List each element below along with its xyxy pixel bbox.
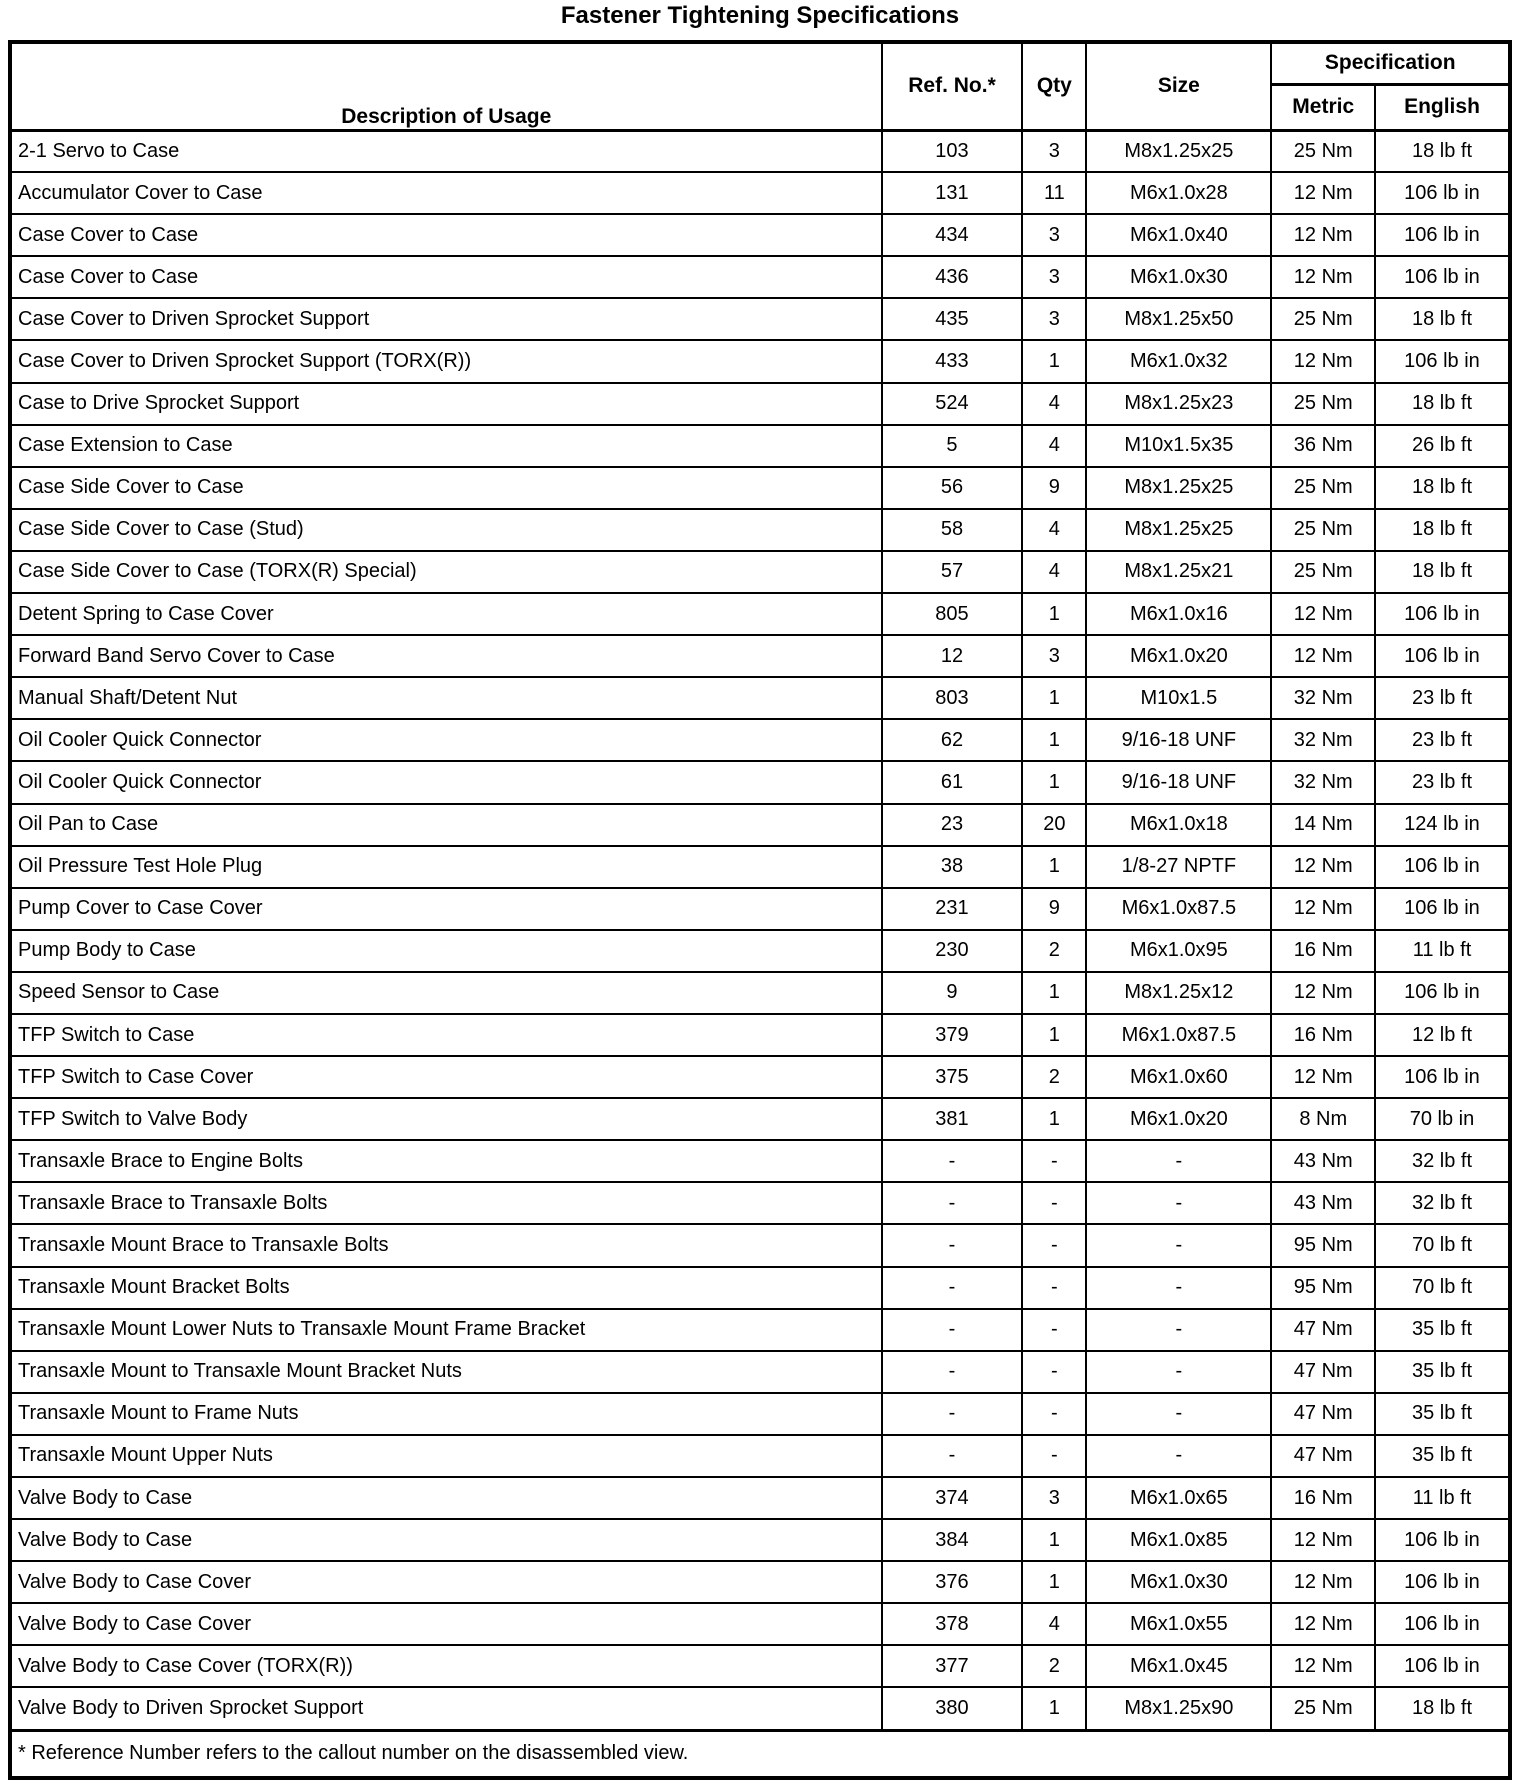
cell-size: M8x1.25x12 [1086,972,1271,1014]
table-row [10,256,1510,298]
cell-english: 11 lb ft [1375,1477,1510,1519]
cell-qty: 2 [1022,930,1086,972]
cell-qty: - [1022,1267,1086,1309]
cell-ref-no: 38 [882,846,1023,888]
cell-ref-no: 378 [882,1603,1023,1645]
cell-size: M6x1.0x28 [1086,172,1271,214]
cell-metric: 25 Nm [1271,383,1375,425]
cell-metric: 43 Nm [1271,1182,1375,1224]
cell-qty: 4 [1022,1603,1086,1645]
cell-ref-no: 524 [882,383,1023,425]
cell-ref-no: 377 [882,1645,1023,1687]
column-header-english: English [1375,84,1510,130]
table-row [10,1182,1510,1224]
table-header [10,42,1510,130]
cell-metric: 12 Nm [1271,340,1375,382]
cell-english: 106 lb in [1375,172,1510,214]
cell-description: Valve Body to Case [10,1519,882,1561]
cell-metric: 25 Nm [1271,1687,1375,1730]
cell-description: Transaxle Mount to Frame Nuts [10,1393,882,1435]
cell-qty: - [1022,1309,1086,1351]
column-header-specification: Specification [1271,42,1510,84]
cell-description: Transaxle Mount Lower Nuts to Transaxle Mount Frame Bracket [10,1309,882,1351]
table-row [10,1603,1510,1645]
cell-size: M6x1.0x40 [1086,214,1271,256]
cell-description: Case Side Cover to Case (Stud) [10,509,882,551]
cell-metric: 16 Nm [1271,1014,1375,1056]
cell-size: M6x1.0x45 [1086,1645,1271,1687]
cell-ref-no: 374 [882,1477,1023,1519]
cell-metric: 14 Nm [1271,804,1375,846]
cell-metric: 12 Nm [1271,172,1375,214]
page-title: Fastener Tightening Specifications [560,2,960,29]
cell-english: 106 lb in [1375,1519,1510,1561]
cell-description: Valve Body to Case Cover [10,1603,882,1645]
table-row [10,425,1510,467]
cell-ref-no: - [882,1435,1023,1477]
cell-english: 35 lb ft [1375,1435,1510,1477]
cell-description: Transaxle Brace to Transaxle Bolts [10,1182,882,1224]
cell-english: 106 lb in [1375,635,1510,677]
table-row [10,1140,1510,1182]
cell-description: Detent Spring to Case Cover [10,593,882,635]
cell-english: 35 lb ft [1375,1351,1510,1393]
table-row [10,509,1510,551]
cell-qty: 4 [1022,425,1086,467]
cell-qty: 3 [1022,130,1086,172]
cell-english: 18 lb ft [1375,509,1510,551]
cell-ref-no: 384 [882,1519,1023,1561]
cell-metric: 12 Nm [1271,1561,1375,1603]
column-header-description: Description of Usage [10,42,882,130]
cell-ref-no: 230 [882,930,1023,972]
cell-ref-no: 436 [882,256,1023,298]
cell-metric: 36 Nm [1271,425,1375,467]
cell-size: 1/8-27 NPTF [1086,846,1271,888]
table-row [10,804,1510,846]
cell-description: Pump Cover to Case Cover [10,888,882,930]
cell-description: Speed Sensor to Case [10,972,882,1014]
cell-english: 106 lb in [1375,1603,1510,1645]
cell-qty: 3 [1022,635,1086,677]
cell-english: 18 lb ft [1375,298,1510,340]
cell-english: 70 lb ft [1375,1267,1510,1309]
table-row [10,972,1510,1014]
cell-english: 23 lb ft [1375,719,1510,761]
cell-ref-no: 12 [882,635,1023,677]
table-row [10,130,1510,172]
cell-qty: 1 [1022,972,1086,1014]
cell-description: Case Side Cover to Case (TORX(R) Special) [10,551,882,593]
cell-qty: - [1022,1351,1086,1393]
cell-description: 2-1 Servo to Case [10,130,882,172]
cell-metric: 47 Nm [1271,1393,1375,1435]
cell-size: M6x1.0x30 [1086,1561,1271,1603]
cell-ref-no: - [882,1351,1023,1393]
cell-english: 32 lb ft [1375,1140,1510,1182]
cell-metric: 8 Nm [1271,1098,1375,1140]
cell-metric: 16 Nm [1271,930,1375,972]
cell-metric: 32 Nm [1271,719,1375,761]
cell-metric: 12 Nm [1271,256,1375,298]
cell-qty: 4 [1022,551,1086,593]
cell-metric: 95 Nm [1271,1267,1375,1309]
cell-description: Oil Pressure Test Hole Plug [10,846,882,888]
cell-size: M8x1.25x23 [1086,383,1271,425]
cell-size: M8x1.25x21 [1086,551,1271,593]
table-row [10,888,1510,930]
table-footer [10,1730,1510,1778]
cell-ref-no: 57 [882,551,1023,593]
cell-metric: 95 Nm [1271,1224,1375,1266]
table-row [10,761,1510,803]
cell-english: 106 lb in [1375,340,1510,382]
cell-qty: 9 [1022,467,1086,509]
cell-metric: 47 Nm [1271,1309,1375,1351]
cell-english: 106 lb in [1375,1645,1510,1687]
cell-size: - [1086,1351,1271,1393]
cell-metric: 32 Nm [1271,761,1375,803]
cell-ref-no: 805 [882,593,1023,635]
cell-qty: 9 [1022,888,1086,930]
cell-english: 11 lb ft [1375,930,1510,972]
cell-metric: 25 Nm [1271,551,1375,593]
cell-english: 26 lb ft [1375,425,1510,467]
table-row [10,214,1510,256]
cell-size: M6x1.0x87.5 [1086,1014,1271,1056]
cell-metric: 12 Nm [1271,888,1375,930]
cell-qty: - [1022,1393,1086,1435]
cell-english: 32 lb ft [1375,1182,1510,1224]
cell-description: Transaxle Brace to Engine Bolts [10,1140,882,1182]
cell-qty: 1 [1022,340,1086,382]
cell-description: Valve Body to Case Cover (TORX(R)) [10,1645,882,1687]
footnote: * Reference Number refers to the callout number on the disassembled view. [10,1730,1510,1778]
cell-size: M6x1.0x85 [1086,1519,1271,1561]
cell-ref-no: 435 [882,298,1023,340]
cell-qty: - [1022,1140,1086,1182]
cell-qty: 1 [1022,1519,1086,1561]
cell-english: 23 lb ft [1375,677,1510,719]
cell-english: 106 lb in [1375,1056,1510,1098]
cell-description: Case Cover to Driven Sprocket Support [10,298,882,340]
cell-description: Accumulator Cover to Case [10,172,882,214]
cell-english: 106 lb in [1375,256,1510,298]
cell-ref-no: 434 [882,214,1023,256]
cell-description: TFP Switch to Valve Body [10,1098,882,1140]
table-row [10,1267,1510,1309]
cell-english: 106 lb in [1375,888,1510,930]
cell-metric: 25 Nm [1271,467,1375,509]
cell-metric: 25 Nm [1271,298,1375,340]
cell-english: 124 lb in [1375,804,1510,846]
cell-description: Case to Drive Sprocket Support [10,383,882,425]
cell-size: M6x1.0x95 [1086,930,1271,972]
cell-size: 9/16-18 UNF [1086,719,1271,761]
cell-metric: 12 Nm [1271,846,1375,888]
cell-size: - [1086,1393,1271,1435]
cell-size: M8x1.25x90 [1086,1687,1271,1730]
cell-metric: 12 Nm [1271,1519,1375,1561]
cell-english: 18 lb ft [1375,130,1510,172]
table-row [10,846,1510,888]
cell-description: Oil Cooler Quick Connector [10,719,882,761]
cell-size: M6x1.0x20 [1086,1098,1271,1140]
table-row [10,1393,1510,1435]
cell-metric: 43 Nm [1271,1140,1375,1182]
cell-ref-no: 131 [882,172,1023,214]
cell-english: 106 lb in [1375,1561,1510,1603]
cell-qty: 4 [1022,383,1086,425]
cell-size: - [1086,1309,1271,1351]
cell-ref-no: 62 [882,719,1023,761]
cell-qty: 3 [1022,214,1086,256]
table-body [10,130,1510,1730]
cell-english: 70 lb ft [1375,1224,1510,1266]
table-row [10,930,1510,972]
cell-english: 23 lb ft [1375,761,1510,803]
cell-metric: 12 Nm [1271,635,1375,677]
cell-metric: 12 Nm [1271,214,1375,256]
cell-size: M8x1.25x25 [1086,467,1271,509]
table-row [10,172,1510,214]
cell-size: M6x1.0x55 [1086,1603,1271,1645]
table-row [10,635,1510,677]
cell-description: Valve Body to Case Cover [10,1561,882,1603]
cell-ref-no: 375 [882,1056,1023,1098]
cell-metric: 25 Nm [1271,130,1375,172]
cell-description: Case Cover to Case [10,214,882,256]
cell-description: Transaxle Mount to Transaxle Mount Bracket Nuts [10,1351,882,1393]
cell-english: 18 lb ft [1375,467,1510,509]
cell-english: 70 lb in [1375,1098,1510,1140]
cell-size: 9/16-18 UNF [1086,761,1271,803]
cell-description: Transaxle Mount Brace to Transaxle Bolts [10,1224,882,1266]
cell-ref-no: 433 [882,340,1023,382]
cell-metric: 16 Nm [1271,1477,1375,1519]
cell-size: M8x1.25x25 [1086,509,1271,551]
cell-metric: 12 Nm [1271,1645,1375,1687]
cell-metric: 12 Nm [1271,1056,1375,1098]
cell-qty: 1 [1022,1687,1086,1730]
cell-metric: 12 Nm [1271,972,1375,1014]
cell-ref-no: 381 [882,1098,1023,1140]
cell-ref-no: - [882,1224,1023,1266]
table-row [10,467,1510,509]
table-row [10,383,1510,425]
cell-ref-no: 9 [882,972,1023,1014]
cell-metric: 32 Nm [1271,677,1375,719]
table-row [10,1014,1510,1056]
cell-english: 106 lb in [1375,972,1510,1014]
cell-ref-no: 231 [882,888,1023,930]
cell-qty: 1 [1022,593,1086,635]
table-row [10,1309,1510,1351]
cell-metric: 25 Nm [1271,509,1375,551]
cell-ref-no: - [882,1182,1023,1224]
cell-size: M6x1.0x87.5 [1086,888,1271,930]
cell-size: M6x1.0x18 [1086,804,1271,846]
cell-english: 106 lb in [1375,214,1510,256]
cell-description: Manual Shaft/Detent Nut [10,677,882,719]
cell-metric: 47 Nm [1271,1435,1375,1477]
cell-english: 18 lb ft [1375,551,1510,593]
cell-size: M6x1.0x30 [1086,256,1271,298]
cell-size: M8x1.25x50 [1086,298,1271,340]
cell-description: Oil Cooler Quick Connector [10,761,882,803]
cell-ref-no: 23 [882,804,1023,846]
cell-ref-no: 376 [882,1561,1023,1603]
cell-qty: 1 [1022,1014,1086,1056]
cell-english: 35 lb ft [1375,1393,1510,1435]
cell-qty: - [1022,1435,1086,1477]
cell-description: Valve Body to Case [10,1477,882,1519]
cell-description: Case Cover to Case [10,256,882,298]
cell-ref-no: 5 [882,425,1023,467]
cell-metric: 12 Nm [1271,1603,1375,1645]
table-row [10,298,1510,340]
table-row [10,1224,1510,1266]
cell-size: - [1086,1435,1271,1477]
cell-english: 12 lb ft [1375,1014,1510,1056]
cell-description: Pump Body to Case [10,930,882,972]
cell-ref-no: - [882,1267,1023,1309]
cell-qty: 20 [1022,804,1086,846]
cell-size: M8x1.25x25 [1086,130,1271,172]
cell-english: 18 lb ft [1375,383,1510,425]
cell-qty: 4 [1022,509,1086,551]
cell-size: M6x1.0x20 [1086,635,1271,677]
table-row [10,1056,1510,1098]
cell-ref-no: 103 [882,130,1023,172]
cell-size: - [1086,1182,1271,1224]
table-row [10,1687,1510,1730]
cell-qty: - [1022,1224,1086,1266]
cell-size: M6x1.0x16 [1086,593,1271,635]
table-row [10,1645,1510,1687]
cell-qty: 1 [1022,1098,1086,1140]
table-row [10,1435,1510,1477]
cell-qty: 1 [1022,1561,1086,1603]
table-row [10,551,1510,593]
cell-ref-no: - [882,1140,1023,1182]
cell-english: 106 lb in [1375,846,1510,888]
table-row [10,1351,1510,1393]
cell-description: Transaxle Mount Bracket Bolts [10,1267,882,1309]
cell-size: - [1086,1267,1271,1309]
cell-qty: 1 [1022,677,1086,719]
cell-size: - [1086,1140,1271,1182]
cell-size: M6x1.0x60 [1086,1056,1271,1098]
table-row [10,1519,1510,1561]
cell-qty: 3 [1022,298,1086,340]
cell-english: 106 lb in [1375,593,1510,635]
column-header-ref-no: Ref. No.* [882,42,1023,130]
cell-ref-no: 380 [882,1687,1023,1730]
cell-ref-no: 379 [882,1014,1023,1056]
cell-description: Case Side Cover to Case [10,467,882,509]
cell-ref-no: 56 [882,467,1023,509]
cell-english: 18 lb ft [1375,1687,1510,1730]
cell-qty: 2 [1022,1645,1086,1687]
cell-english: 35 lb ft [1375,1309,1510,1351]
cell-description: TFP Switch to Case Cover [10,1056,882,1098]
column-header-metric: Metric [1271,84,1375,130]
cell-qty: 3 [1022,256,1086,298]
cell-description: Transaxle Mount Upper Nuts [10,1435,882,1477]
column-header-size: Size [1086,42,1271,130]
cell-metric: 12 Nm [1271,593,1375,635]
cell-metric: 47 Nm [1271,1351,1375,1393]
cell-description: Case Cover to Driven Sprocket Support (TORX(R)) [10,340,882,382]
cell-ref-no: - [882,1309,1023,1351]
column-header-qty: Qty [1022,42,1086,130]
cell-description: TFP Switch to Case [10,1014,882,1056]
cell-description: Forward Band Servo Cover to Case [10,635,882,677]
table-row [10,1098,1510,1140]
cell-size: M6x1.0x32 [1086,340,1271,382]
table-row [10,719,1510,761]
cell-qty: 1 [1022,719,1086,761]
cell-qty: 11 [1022,172,1086,214]
table-row [10,340,1510,382]
cell-qty: 2 [1022,1056,1086,1098]
cell-qty: - [1022,1182,1086,1224]
fastener-spec-table [8,40,1512,1780]
cell-ref-no: 58 [882,509,1023,551]
cell-description: Case Extension to Case [10,425,882,467]
table-row [10,1477,1510,1519]
cell-size: M10x1.5 [1086,677,1271,719]
cell-size: - [1086,1224,1271,1266]
cell-ref-no: 61 [882,761,1023,803]
cell-description: Oil Pan to Case [10,804,882,846]
table-row [10,1561,1510,1603]
cell-ref-no: - [882,1393,1023,1435]
table-row [10,593,1510,635]
cell-qty: 1 [1022,846,1086,888]
cell-qty: 3 [1022,1477,1086,1519]
cell-ref-no: 803 [882,677,1023,719]
cell-description: Valve Body to Driven Sprocket Support [10,1687,882,1730]
table-row [10,677,1510,719]
cell-qty: 1 [1022,761,1086,803]
cell-size: M10x1.5x35 [1086,425,1271,467]
cell-size: M6x1.0x65 [1086,1477,1271,1519]
